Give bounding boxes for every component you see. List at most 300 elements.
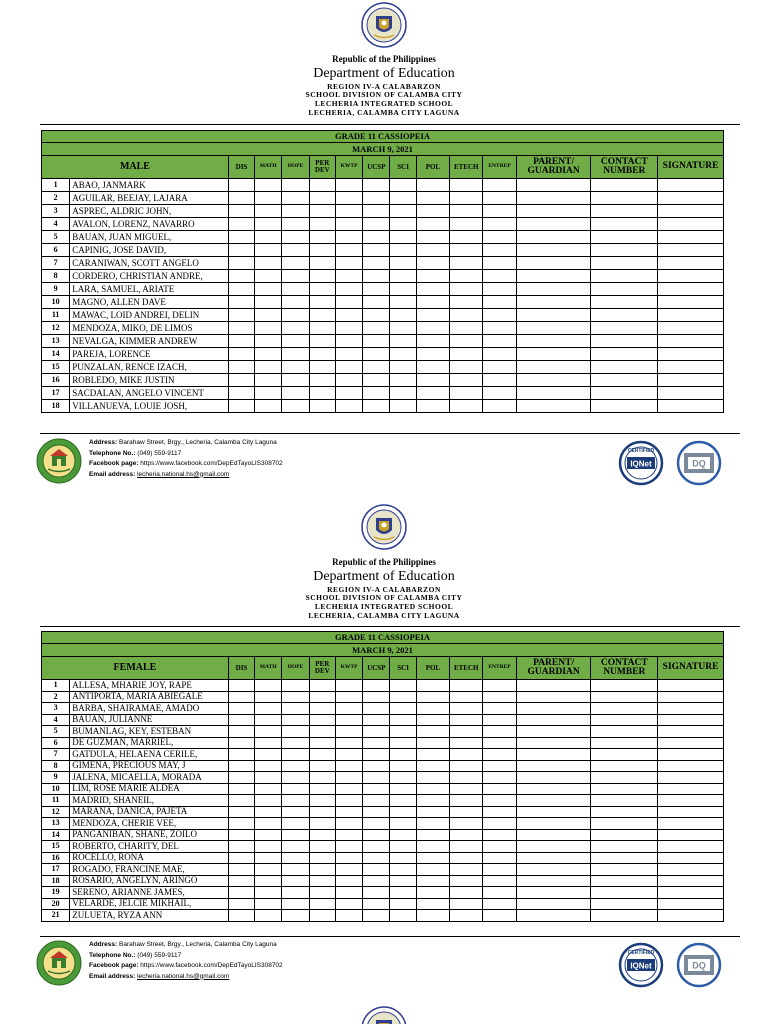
entry-cell[interactable] xyxy=(450,875,483,887)
entry-cell[interactable] xyxy=(228,270,254,283)
entry-cell[interactable] xyxy=(255,726,282,738)
entry-cell[interactable] xyxy=(363,270,390,283)
entry-cell[interactable] xyxy=(516,703,591,715)
entry-cell[interactable] xyxy=(309,205,335,218)
entry-cell[interactable] xyxy=(228,875,254,887)
entry-cell[interactable] xyxy=(390,783,416,795)
entry-cell[interactable] xyxy=(309,400,335,413)
entry-cell[interactable] xyxy=(255,703,282,715)
entry-cell[interactable] xyxy=(335,726,362,738)
entry-cell[interactable] xyxy=(309,749,335,761)
entry-cell[interactable] xyxy=(390,387,416,400)
entry-cell[interactable] xyxy=(228,335,254,348)
entry-cell[interactable] xyxy=(516,772,591,784)
entry-cell[interactable] xyxy=(228,361,254,374)
entry-cell[interactable] xyxy=(483,387,516,400)
entry-cell[interactable] xyxy=(363,714,390,726)
entry-cell[interactable] xyxy=(450,335,483,348)
entry-cell[interactable] xyxy=(255,218,282,231)
entry-cell[interactable] xyxy=(363,231,390,244)
entry-cell[interactable] xyxy=(416,898,449,910)
entry-cell[interactable] xyxy=(282,875,309,887)
entry-cell[interactable] xyxy=(390,348,416,361)
entry-cell[interactable] xyxy=(450,218,483,231)
entry-cell[interactable] xyxy=(483,400,516,413)
entry-cell[interactable] xyxy=(516,231,591,244)
entry-cell[interactable] xyxy=(416,348,449,361)
entry-cell[interactable] xyxy=(591,760,658,772)
entry-cell[interactable] xyxy=(309,192,335,205)
entry-cell[interactable] xyxy=(516,829,591,841)
entry-cell[interactable] xyxy=(255,875,282,887)
entry-cell[interactable] xyxy=(658,864,724,876)
entry-cell[interactable] xyxy=(282,691,309,703)
entry-cell[interactable] xyxy=(591,296,658,309)
entry-cell[interactable] xyxy=(390,910,416,922)
entry-cell[interactable] xyxy=(335,714,362,726)
entry-cell[interactable] xyxy=(255,737,282,749)
entry-cell[interactable] xyxy=(255,772,282,784)
entry-cell[interactable] xyxy=(255,309,282,322)
entry-cell[interactable] xyxy=(228,257,254,270)
entry-cell[interactable] xyxy=(658,714,724,726)
entry-cell[interactable] xyxy=(416,714,449,726)
entry-cell[interactable] xyxy=(450,703,483,715)
entry-cell[interactable] xyxy=(228,910,254,922)
entry-cell[interactable] xyxy=(282,192,309,205)
entry-cell[interactable] xyxy=(591,192,658,205)
entry-cell[interactable] xyxy=(516,348,591,361)
entry-cell[interactable] xyxy=(658,680,724,692)
entry-cell[interactable] xyxy=(516,887,591,899)
entry-cell[interactable] xyxy=(450,179,483,192)
entry-cell[interactable] xyxy=(516,244,591,257)
entry-cell[interactable] xyxy=(282,852,309,864)
entry-cell[interactable] xyxy=(483,749,516,761)
entry-cell[interactable] xyxy=(335,374,362,387)
entry-cell[interactable] xyxy=(282,244,309,257)
entry-cell[interactable] xyxy=(363,283,390,296)
entry-cell[interactable] xyxy=(335,749,362,761)
entry-cell[interactable] xyxy=(390,772,416,784)
entry-cell[interactable] xyxy=(282,283,309,296)
entry-cell[interactable] xyxy=(416,772,449,784)
entry-cell[interactable] xyxy=(228,841,254,853)
entry-cell[interactable] xyxy=(516,361,591,374)
entry-cell[interactable] xyxy=(228,887,254,899)
entry-cell[interactable] xyxy=(255,691,282,703)
entry-cell[interactable] xyxy=(228,852,254,864)
entry-cell[interactable] xyxy=(416,335,449,348)
entry-cell[interactable] xyxy=(255,387,282,400)
entry-cell[interactable] xyxy=(309,829,335,841)
entry-cell[interactable] xyxy=(228,772,254,784)
entry-cell[interactable] xyxy=(309,783,335,795)
entry-cell[interactable] xyxy=(228,179,254,192)
entry-cell[interactable] xyxy=(483,257,516,270)
entry-cell[interactable] xyxy=(416,829,449,841)
entry-cell[interactable] xyxy=(309,322,335,335)
entry-cell[interactable] xyxy=(363,864,390,876)
entry-cell[interactable] xyxy=(309,361,335,374)
entry-cell[interactable] xyxy=(309,726,335,738)
entry-cell[interactable] xyxy=(450,737,483,749)
entry-cell[interactable] xyxy=(516,875,591,887)
entry-cell[interactable] xyxy=(390,898,416,910)
entry-cell[interactable] xyxy=(363,726,390,738)
entry-cell[interactable] xyxy=(591,400,658,413)
entry-cell[interactable] xyxy=(416,205,449,218)
entry-cell[interactable] xyxy=(363,309,390,322)
entry-cell[interactable] xyxy=(483,231,516,244)
entry-cell[interactable] xyxy=(390,296,416,309)
entry-cell[interactable] xyxy=(363,205,390,218)
entry-cell[interactable] xyxy=(390,875,416,887)
entry-cell[interactable] xyxy=(390,841,416,853)
entry-cell[interactable] xyxy=(516,783,591,795)
entry-cell[interactable] xyxy=(658,192,724,205)
entry-cell[interactable] xyxy=(658,691,724,703)
entry-cell[interactable] xyxy=(309,737,335,749)
entry-cell[interactable] xyxy=(309,244,335,257)
entry-cell[interactable] xyxy=(591,283,658,296)
entry-cell[interactable] xyxy=(483,852,516,864)
entry-cell[interactable] xyxy=(282,205,309,218)
entry-cell[interactable] xyxy=(390,737,416,749)
entry-cell[interactable] xyxy=(416,703,449,715)
entry-cell[interactable] xyxy=(335,864,362,876)
entry-cell[interactable] xyxy=(255,749,282,761)
entry-cell[interactable] xyxy=(483,703,516,715)
entry-cell[interactable] xyxy=(363,829,390,841)
entry-cell[interactable] xyxy=(309,864,335,876)
entry-cell[interactable] xyxy=(658,841,724,853)
entry-cell[interactable] xyxy=(309,231,335,244)
entry-cell[interactable] xyxy=(390,374,416,387)
entry-cell[interactable] xyxy=(591,887,658,899)
entry-cell[interactable] xyxy=(483,818,516,830)
entry-cell[interactable] xyxy=(591,257,658,270)
entry-cell[interactable] xyxy=(416,691,449,703)
entry-cell[interactable] xyxy=(450,374,483,387)
entry-cell[interactable] xyxy=(255,714,282,726)
entry-cell[interactable] xyxy=(309,270,335,283)
entry-cell[interactable] xyxy=(483,296,516,309)
entry-cell[interactable] xyxy=(363,737,390,749)
entry-cell[interactable] xyxy=(228,898,254,910)
entry-cell[interactable] xyxy=(591,322,658,335)
entry-cell[interactable] xyxy=(416,257,449,270)
entry-cell[interactable] xyxy=(591,309,658,322)
entry-cell[interactable] xyxy=(335,322,362,335)
entry-cell[interactable] xyxy=(483,192,516,205)
entry-cell[interactable] xyxy=(309,875,335,887)
entry-cell[interactable] xyxy=(309,257,335,270)
entry-cell[interactable] xyxy=(416,218,449,231)
entry-cell[interactable] xyxy=(390,852,416,864)
entry-cell[interactable] xyxy=(416,270,449,283)
entry-cell[interactable] xyxy=(658,772,724,784)
entry-cell[interactable] xyxy=(255,795,282,807)
entry-cell[interactable] xyxy=(282,864,309,876)
entry-cell[interactable] xyxy=(255,760,282,772)
entry-cell[interactable] xyxy=(450,818,483,830)
entry-cell[interactable] xyxy=(416,192,449,205)
entry-cell[interactable] xyxy=(390,270,416,283)
entry-cell[interactable] xyxy=(483,795,516,807)
entry-cell[interactable] xyxy=(228,818,254,830)
facebook-link[interactable]: https://www.facebook.com/DepEdTayoLIS308702 xyxy=(140,962,283,969)
entry-cell[interactable] xyxy=(416,852,449,864)
entry-cell[interactable] xyxy=(390,714,416,726)
entry-cell[interactable] xyxy=(335,898,362,910)
entry-cell[interactable] xyxy=(416,309,449,322)
entry-cell[interactable] xyxy=(335,335,362,348)
entry-cell[interactable] xyxy=(282,818,309,830)
entry-cell[interactable] xyxy=(228,783,254,795)
entry-cell[interactable] xyxy=(309,714,335,726)
entry-cell[interactable] xyxy=(390,322,416,335)
entry-cell[interactable] xyxy=(591,841,658,853)
entry-cell[interactable] xyxy=(228,726,254,738)
entry-cell[interactable] xyxy=(335,795,362,807)
entry-cell[interactable] xyxy=(483,714,516,726)
entry-cell[interactable] xyxy=(309,795,335,807)
entry-cell[interactable] xyxy=(255,348,282,361)
entry-cell[interactable] xyxy=(363,335,390,348)
entry-cell[interactable] xyxy=(228,749,254,761)
entry-cell[interactable] xyxy=(255,270,282,283)
entry-cell[interactable] xyxy=(450,244,483,257)
entry-cell[interactable] xyxy=(255,257,282,270)
entry-cell[interactable] xyxy=(309,387,335,400)
entry-cell[interactable] xyxy=(228,760,254,772)
entry-cell[interactable] xyxy=(309,910,335,922)
entry-cell[interactable] xyxy=(390,335,416,348)
entry-cell[interactable] xyxy=(309,760,335,772)
entry-cell[interactable] xyxy=(255,192,282,205)
entry-cell[interactable] xyxy=(282,218,309,231)
entry-cell[interactable] xyxy=(516,910,591,922)
entry-cell[interactable] xyxy=(255,322,282,335)
entry-cell[interactable] xyxy=(363,322,390,335)
entry-cell[interactable] xyxy=(390,283,416,296)
entry-cell[interactable] xyxy=(335,737,362,749)
entry-cell[interactable] xyxy=(282,898,309,910)
entry-cell[interactable] xyxy=(483,218,516,231)
entry-cell[interactable] xyxy=(255,852,282,864)
entry-cell[interactable] xyxy=(228,374,254,387)
entry-cell[interactable] xyxy=(390,400,416,413)
entry-cell[interactable] xyxy=(363,806,390,818)
entry-cell[interactable] xyxy=(450,841,483,853)
entry-cell[interactable] xyxy=(516,714,591,726)
entry-cell[interactable] xyxy=(658,179,724,192)
entry-cell[interactable] xyxy=(309,283,335,296)
entry-cell[interactable] xyxy=(450,887,483,899)
entry-cell[interactable] xyxy=(658,387,724,400)
entry-cell[interactable] xyxy=(416,283,449,296)
entry-cell[interactable] xyxy=(390,257,416,270)
entry-cell[interactable] xyxy=(483,322,516,335)
entry-cell[interactable] xyxy=(416,726,449,738)
entry-cell[interactable] xyxy=(658,257,724,270)
entry-cell[interactable] xyxy=(591,218,658,231)
entry-cell[interactable] xyxy=(658,270,724,283)
entry-cell[interactable] xyxy=(282,361,309,374)
entry-cell[interactable] xyxy=(282,335,309,348)
entry-cell[interactable] xyxy=(363,898,390,910)
entry-cell[interactable] xyxy=(591,783,658,795)
entry-cell[interactable] xyxy=(228,296,254,309)
entry-cell[interactable] xyxy=(309,818,335,830)
entry-cell[interactable] xyxy=(363,887,390,899)
entry-cell[interactable] xyxy=(516,322,591,335)
entry-cell[interactable] xyxy=(335,283,362,296)
entry-cell[interactable] xyxy=(390,231,416,244)
entry-cell[interactable] xyxy=(228,691,254,703)
entry-cell[interactable] xyxy=(483,875,516,887)
entry-cell[interactable] xyxy=(335,257,362,270)
entry-cell[interactable] xyxy=(658,726,724,738)
entry-cell[interactable] xyxy=(450,749,483,761)
entry-cell[interactable] xyxy=(591,875,658,887)
entry-cell[interactable] xyxy=(483,691,516,703)
entry-cell[interactable] xyxy=(658,283,724,296)
entry-cell[interactable] xyxy=(591,714,658,726)
entry-cell[interactable] xyxy=(591,680,658,692)
entry-cell[interactable] xyxy=(335,296,362,309)
entry-cell[interactable] xyxy=(335,244,362,257)
entry-cell[interactable] xyxy=(255,179,282,192)
entry-cell[interactable] xyxy=(390,795,416,807)
entry-cell[interactable] xyxy=(255,283,282,296)
entry-cell[interactable] xyxy=(363,772,390,784)
entry-cell[interactable] xyxy=(282,795,309,807)
entry-cell[interactable] xyxy=(228,400,254,413)
entry-cell[interactable] xyxy=(516,806,591,818)
entry-cell[interactable] xyxy=(335,703,362,715)
entry-cell[interactable] xyxy=(309,374,335,387)
entry-cell[interactable] xyxy=(282,309,309,322)
entry-cell[interactable] xyxy=(335,348,362,361)
entry-cell[interactable] xyxy=(483,898,516,910)
entry-cell[interactable] xyxy=(416,400,449,413)
entry-cell[interactable] xyxy=(363,749,390,761)
entry-cell[interactable] xyxy=(282,179,309,192)
entry-cell[interactable] xyxy=(591,852,658,864)
entry-cell[interactable] xyxy=(658,852,724,864)
entry-cell[interactable] xyxy=(335,760,362,772)
entry-cell[interactable] xyxy=(658,910,724,922)
entry-cell[interactable] xyxy=(390,760,416,772)
entry-cell[interactable] xyxy=(416,387,449,400)
entry-cell[interactable] xyxy=(416,296,449,309)
entry-cell[interactable] xyxy=(483,760,516,772)
entry-cell[interactable] xyxy=(335,218,362,231)
entry-cell[interactable] xyxy=(516,335,591,348)
entry-cell[interactable] xyxy=(228,244,254,257)
entry-cell[interactable] xyxy=(282,680,309,692)
entry-cell[interactable] xyxy=(483,726,516,738)
entry-cell[interactable] xyxy=(282,772,309,784)
entry-cell[interactable] xyxy=(309,887,335,899)
entry-cell[interactable] xyxy=(282,257,309,270)
entry-cell[interactable] xyxy=(591,335,658,348)
entry-cell[interactable] xyxy=(416,818,449,830)
entry-cell[interactable] xyxy=(228,829,254,841)
entry-cell[interactable] xyxy=(255,887,282,899)
entry-cell[interactable] xyxy=(450,400,483,413)
entry-cell[interactable] xyxy=(591,205,658,218)
entry-cell[interactable] xyxy=(516,296,591,309)
entry-cell[interactable] xyxy=(450,192,483,205)
entry-cell[interactable] xyxy=(658,348,724,361)
entry-cell[interactable] xyxy=(228,795,254,807)
entry-cell[interactable] xyxy=(255,864,282,876)
entry-cell[interactable] xyxy=(483,205,516,218)
entry-cell[interactable] xyxy=(390,818,416,830)
entry-cell[interactable] xyxy=(416,680,449,692)
entry-cell[interactable] xyxy=(390,829,416,841)
entry-cell[interactable] xyxy=(658,875,724,887)
entry-cell[interactable] xyxy=(309,348,335,361)
entry-cell[interactable] xyxy=(450,691,483,703)
entry-cell[interactable] xyxy=(390,806,416,818)
entry-cell[interactable] xyxy=(255,361,282,374)
entry-cell[interactable] xyxy=(450,864,483,876)
entry-cell[interactable] xyxy=(516,795,591,807)
entry-cell[interactable] xyxy=(282,270,309,283)
entry-cell[interactable] xyxy=(282,231,309,244)
entry-cell[interactable] xyxy=(591,737,658,749)
entry-cell[interactable] xyxy=(483,309,516,322)
entry-cell[interactable] xyxy=(450,806,483,818)
entry-cell[interactable] xyxy=(516,179,591,192)
entry-cell[interactable] xyxy=(483,829,516,841)
entry-cell[interactable] xyxy=(416,841,449,853)
entry-cell[interactable] xyxy=(228,387,254,400)
entry-cell[interactable] xyxy=(363,783,390,795)
entry-cell[interactable] xyxy=(335,179,362,192)
entry-cell[interactable] xyxy=(255,680,282,692)
entry-cell[interactable] xyxy=(390,179,416,192)
entry-cell[interactable] xyxy=(363,348,390,361)
entry-cell[interactable] xyxy=(658,829,724,841)
entry-cell[interactable] xyxy=(363,387,390,400)
entry-cell[interactable] xyxy=(282,400,309,413)
entry-cell[interactable] xyxy=(450,772,483,784)
entry-cell[interactable] xyxy=(390,218,416,231)
entry-cell[interactable] xyxy=(450,309,483,322)
entry-cell[interactable] xyxy=(416,749,449,761)
entry-cell[interactable] xyxy=(516,760,591,772)
entry-cell[interactable] xyxy=(658,795,724,807)
entry-cell[interactable] xyxy=(309,703,335,715)
entry-cell[interactable] xyxy=(335,270,362,283)
entry-cell[interactable] xyxy=(516,283,591,296)
entry-cell[interactable] xyxy=(591,348,658,361)
entry-cell[interactable] xyxy=(255,898,282,910)
entry-cell[interactable] xyxy=(658,309,724,322)
entry-cell[interactable] xyxy=(658,887,724,899)
entry-cell[interactable] xyxy=(591,806,658,818)
entry-cell[interactable] xyxy=(483,737,516,749)
entry-cell[interactable] xyxy=(282,783,309,795)
entry-cell[interactable] xyxy=(450,898,483,910)
entry-cell[interactable] xyxy=(516,726,591,738)
entry-cell[interactable] xyxy=(282,348,309,361)
